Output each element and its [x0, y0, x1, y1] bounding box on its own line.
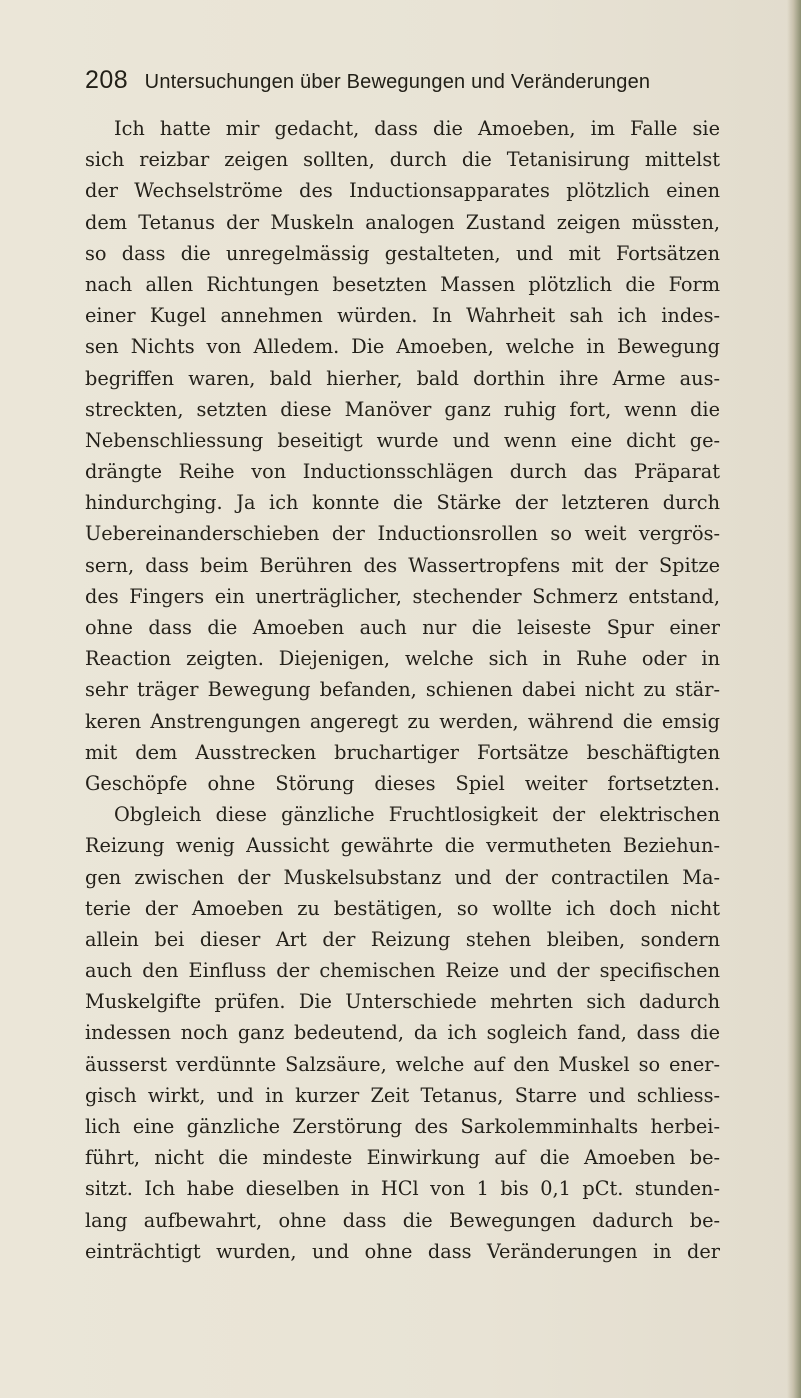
text-line: dem Tetanus der Muskeln analogen Zustand zeigen müssten,	[85, 210, 720, 234]
text-line: des Fingers ein unerträglicher, stechender Schmerz entstand,	[85, 584, 720, 608]
text-line: gen zwischen der Muskelsubstanz und der contractilen Ma-	[85, 865, 720, 889]
text-line: Reaction zeigten. Diejenigen, welche sich in Ruhe oder in	[85, 647, 720, 671]
text-line: drängte Reihe von Inductionsschlägen durch das Präparat	[85, 460, 720, 484]
text-line: Obgleich diese gänzliche Fruchtlosigkeit der elektrischen	[114, 803, 720, 827]
text-line: keren Anstrengungen angeregt zu werden, während die emsig	[85, 709, 720, 733]
text-line: Uebereinanderschieben der Inductionsrollen so weit vergrös-	[85, 522, 720, 546]
text-line: terie der Amoeben zu bestätigen, so wollte ich doch nicht	[85, 896, 720, 920]
text-line: Ich hatte mir gedacht, dass die Amoeben, im Falle sie	[114, 117, 720, 140]
text-line: Geschöpfe ohne Störung dieses Spiel weiter fortsetzten.	[85, 771, 720, 795]
text-line: auch den Einfluss der chemischen Reize und der specifischen	[85, 959, 720, 983]
body-text	[85, 113, 720, 1267]
text-line: äusserst verdünnte Salzsäure, welche auf den Muskel so ener-	[85, 1052, 720, 1076]
text-line: führt, nicht die mindeste Einwirkung auf die Amoeben be-	[85, 1146, 720, 1170]
text-line: Muskelgifte prüfen. Die Unterschiede mehrten sich dadurch	[85, 990, 720, 1014]
page-header	[85, 66, 785, 95]
text-line: so dass die unregelmässig gestalteten, und mit Fortsätzen	[85, 241, 720, 265]
text-line: lich eine gänzliche Zerstörung des Sarkolemminhalts herbei-	[85, 1115, 720, 1138]
page-edge-shadow	[787, 0, 801, 1398]
text-line: Nebenschliessung beseitigt wurde und wenn eine dicht ge-	[85, 428, 720, 452]
text-line: mit dem Ausstrecken bruchartiger Fortsätze beschäftigten	[85, 740, 720, 764]
text-line: einträchtigt wurden, und ohne dass Veränderungen in der	[85, 1239, 720, 1263]
text-line: Reizung wenig Aussicht gewährte die vermutheten Beziehun-	[85, 834, 720, 858]
text-line: nach allen Richtungen besetzten Massen plötzlich die Form	[85, 272, 720, 296]
text-line: sehr träger Bewegung befanden, schienen dabei nicht zu stär-	[85, 678, 720, 702]
running-title: Untersuchungen über Bewegungen und Veränderungen	[144, 71, 651, 93]
text-line: einer Kugel annehmen würden. In Wahrheit sah ich indes-	[85, 304, 720, 328]
text-line: sich reizbar zeigen sollten, durch die Tetanisirung mittelst	[85, 148, 720, 172]
text-line: begriffen waren, bald hierher, bald dorthin ihre Arme aus-	[85, 366, 720, 390]
text-line: indessen noch ganz bedeutend, da ich sogleich fand, dass die	[85, 1021, 720, 1045]
text-line: der Wechselströme des Inductionsapparates plötzlich einen	[85, 179, 720, 203]
text-line: streckten, setzten diese Manöver ganz ruhig fort, wenn die	[85, 397, 720, 421]
text-line: allein bei dieser Art der Reizung stehen bleiben, sondern	[85, 927, 720, 951]
text-line: sern, dass beim Berühren des Wassertropfens mit der Spitze	[85, 553, 720, 577]
text-line: ohne dass die Amoeben auch nur die leiseste Spur einer	[85, 616, 720, 639]
text-line: sitzt. Ich habe dieselben in HCl von 1 bis 0,1 pCt. stunden-	[85, 1177, 720, 1201]
text-line: hindurchging. Ja ich konnte die Stärke der letzteren durch	[85, 491, 720, 515]
text-line: lang aufbewahrt, ohne dass die Bewegungen dadurch be-	[85, 1208, 720, 1232]
text-line: gisch wirkt, und in kurzer Zeit Tetanus, Starre und schliess-	[85, 1083, 720, 1107]
page-number: 208	[85, 66, 129, 94]
text-line: sen Nichts von Alledem. Die Amoeben, welche in Bewegung	[85, 335, 720, 359]
